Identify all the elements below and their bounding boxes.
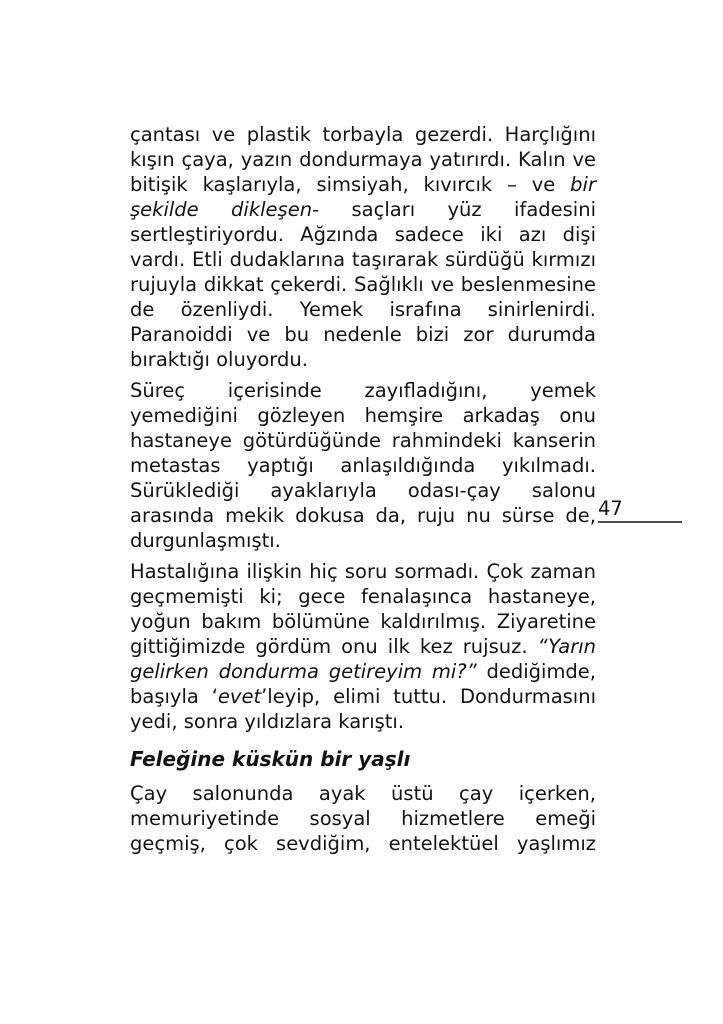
body-text: - saçları yüz ifadesini sertleştiriyordu. Ağzında sadece iki azı dişi vardı. Etli dudaklarına taşırarak sürdüğü kırmızı rujuyla dikkat çekerdi. Sağlıklı ve beslenmesine de özenliydi. Yemek israfına sinirlenirdi. Paranoiddi ve bu nedenle bizi zor durumda bıraktığı oluyordu. [130,198,596,371]
body-text: Hastalığına ilişkin hiç soru sormadı. Çok zaman geçmemişti ki; gece fenalaşınca hastaneye, yoğun bakım bölümüne kaldırılmış. Ziyaretine gittiğimizde gördüm onu ilk kez rujsuz. [130,560,596,658]
body-text: Süreç içerisinde zayıfladığını, yemek yemediğini gözleyen hemşire arkadaş onu hastaneye götürdüğünde rahmindeki kanserin metastas yaptığı anlaşıldığında yıkılmadı. Sürüklediği ayaklarıyla odası-çay salonu arasında mekik dokusa da, ruju nu sürse de, durgunlaşmıştı. [130,379,596,552]
body-text: Çay salonunda ayak üstü çay içerken, memuriyetinde sosyal hizmetlere emeği geçmiş, çok sevdiğim, entelektüel yaşlımız [130,782,596,855]
page-number-text: 47 [598,497,623,520]
paragraph [130,122,596,372]
body-text: ’leyip, elimi tuttu. Dondurmasını yedi, sonra yıldızlara karıştı. [130,685,597,733]
paragraph [130,559,596,734]
paragraph [130,378,596,553]
body-text: çantası ve plastik torbayla gezerdi. Harçlığını kışın çaya, yazın dondurmaya yatırırdı. Kalın ve bitişik kaşlarıyla, simsiyah, kıvırcık – ve [130,123,596,196]
paragraph [130,781,596,856]
body-text: dediğimde, başıyla ‘ [130,660,597,708]
quote-text-italic: “Yarın gelirken dondurma getireyim mi?” [130,635,596,683]
body-text-italic: evet [217,685,262,708]
page-number [598,497,682,523]
section-heading: Feleğine küskün bir yaşlı [130,747,411,771]
body-text-italic: bir şekilde dikleşen [130,173,596,221]
text-block [130,122,596,862]
